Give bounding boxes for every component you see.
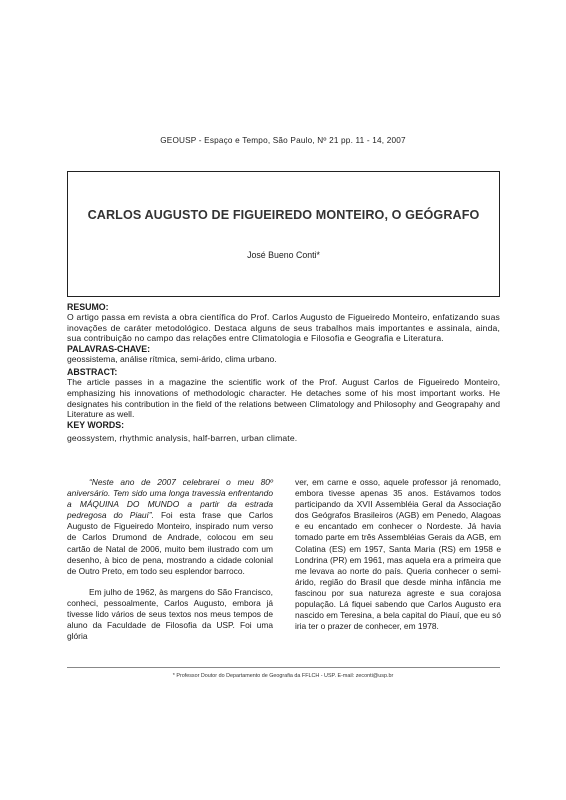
footnote-divider xyxy=(67,667,500,668)
abstract-text: The article passes in a magazine the scientific work of the Prof. August Carlos de Figueiredo Monteiro, emphasizing his innovations of methodologic character. He detaches some of his most important works. He designates his contribution in the field of the relations between Climatology and Philosophy and Geograpahy and Literature as well. xyxy=(67,377,500,420)
opening-paragraph-rest: Foi esta frase que Carlos Augusto de Figueiredo Monteiro, inspirado num verso de Carlos Drumond de Andrade, colocou em seu cartão de Natal de 2006, muito bem ilustrado com um desenho, à bico de pena, mostrando a cidade colonial de Outro Preto, em todo seu esplendor barroco. xyxy=(67,510,273,576)
key-words-text: geossystem, rhythmic analysis, half-barren, urban climate. xyxy=(67,432,298,443)
resumo-text: O artigo passa em revista a obra científica do Prof. Carlos Augusto de Figueiredo Monteiro, enfatizando suas inovações de caráter metodológico. Destaca alguns de seus trabalhos mais importantes e assinala, ainda, sua contribuição no campo das relações entre Climatologia e Filosofia e Geografia e Literatura. xyxy=(67,312,500,344)
paper-title: CARLOS AUGUSTO DE FIGUEIREDO MONTEIRO, O GEÓGRAFO xyxy=(87,208,480,222)
body-paragraph xyxy=(67,477,273,577)
opening-quote: “Neste ano de 2007 celebrarei o meu 80º aniversário. Tem sido uma longa travessia enfrentando a MÁQUINA DO MUNDO a partir da estrada pedregosa do Piauí”. xyxy=(67,477,273,521)
author-name: José Bueno Conti* xyxy=(247,250,320,260)
abstract-heading: ABSTRACT: xyxy=(67,367,118,378)
body-paragraph: Em julho de 1962, às margens do São Francisco, conheci, pessoalmente, Carlos Augusto, embora já tivesse lido vários de seus textos nos meus tempos de aluno da Faculdade de Filosofia da USP. Foi uma glória xyxy=(67,586,273,642)
resumo-heading: RESUMO: xyxy=(67,302,109,312)
title-box xyxy=(67,171,500,297)
key-words-heading: KEY WORDS: xyxy=(67,419,125,430)
palavras-chave-text: geossistema, análise rítmica, semi-árido, clima urbano. xyxy=(67,353,277,364)
body-paragraph: ver, em carne e osso, aquele professor já renomado, embora tivesse apenas 35 anos. Estávamos todos participando da XVII Assembléia Geral da Associação dos Geógrafos Brasileiros (AGB) em Penedo, Alagoas e eu encantado em conhecer o Nordeste. Já havia tomado parte em três Assembléias Gerais da AGB, em Colatina (ES) em 1957, Santa Maria (RS) em 1958 e Londrina (PR) em 1961, mas aquela era a primeira que me levava ao norte do país. Queria conhecer o semi-árido, região do Brasil que desde minha infância me fascinou por sua natureza agreste e sua corajosa população. Lá fiquei sabendo que Carlos Augusto era nascido em Teresina, a bela capital do Piauí, que eu só iria ter o prazer de conhecer, em 1978. xyxy=(295,477,501,632)
footnote: * Professor Doutor do Departamento de Geografia da FFLCH - USP. E-mail: zeconti@usp.br xyxy=(172,673,394,679)
body-column-right xyxy=(295,477,501,632)
body-column-left xyxy=(67,477,273,642)
journal-citation: GEOUSP - Espaço e Tempo, São Paulo, Nº 21 pp. 11 - 14, 2007 xyxy=(160,136,406,145)
front-matter xyxy=(67,302,500,443)
palavras-chave-heading: PALAVRAS-CHAVE: xyxy=(67,343,151,354)
